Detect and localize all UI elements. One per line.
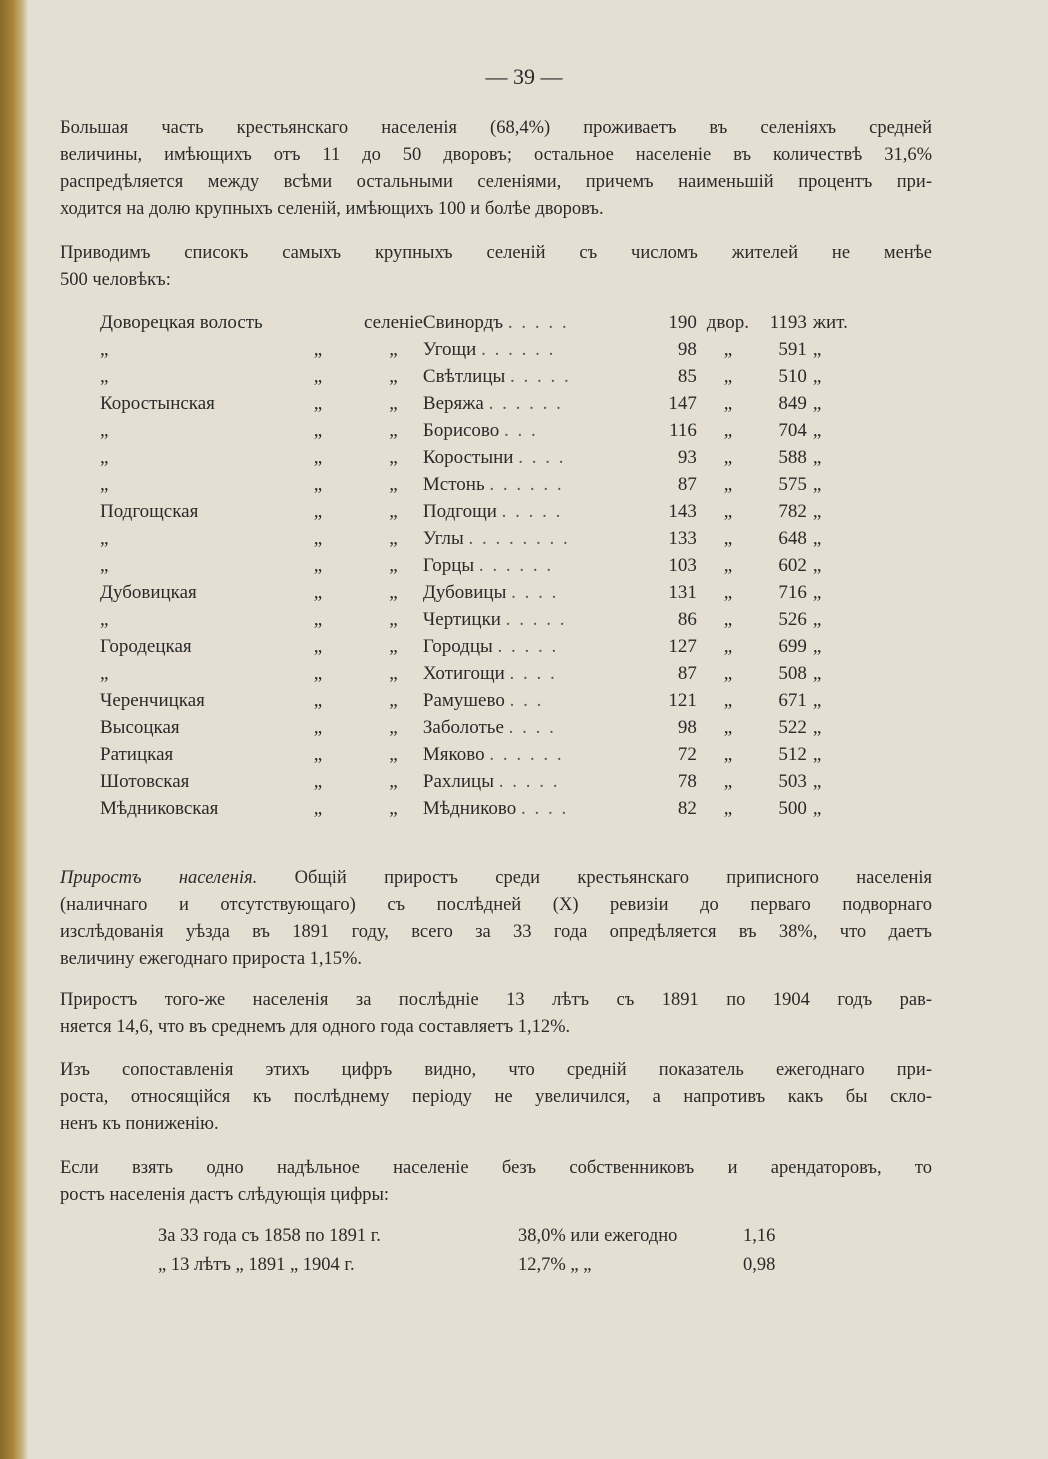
text-line: (наличнаго и отсутствующаго) съ послѣдней (X) ревизіи до перваго подворнаго <box>60 895 932 915</box>
ditto-mark: „ <box>313 770 323 792</box>
village-name <box>423 390 655 417</box>
paragraph-allotment-population <box>60 1155 932 1209</box>
calc-period: „ 13 лѣтъ „ 1891 „ 1904 г. <box>158 1255 355 1275</box>
table-row <box>100 309 859 336</box>
residents-unit: „ <box>812 500 822 522</box>
ditto-mark: „ <box>313 500 323 522</box>
residents-count: 503 <box>778 770 807 792</box>
residents-unit: „ <box>812 635 822 657</box>
leader-dots: . . . . <box>520 797 569 819</box>
volost-cell: Городецкая <box>100 635 192 657</box>
village-name-text: Углы <box>422 527 464 549</box>
text-line: роста, относящійся къ послѣднему періоду не увеличился, а напротивъ какъ бы скло- <box>60 1087 932 1107</box>
ditto-mark: „ <box>313 554 323 576</box>
volost-cell: Коростынская <box>100 392 215 414</box>
settlement-label: „ <box>389 581 398 603</box>
village-name-text: Чертицки <box>422 608 501 630</box>
table-row <box>100 579 859 606</box>
village-name <box>423 444 655 471</box>
residents-unit: „ <box>812 527 822 549</box>
households-count: 86 <box>677 608 697 630</box>
village-name-text: Свинордъ <box>422 311 504 333</box>
village-name-text: Хотигощи <box>422 662 505 684</box>
text-line: няется 14,6, что въ среднемъ для одного года составляетъ 1,12%. <box>60 1017 571 1037</box>
volost-cell: „ <box>100 473 109 495</box>
text-line: Большая часть крестьянскаго населенія (68,4%) проживаетъ въ селеніяхъ средней <box>60 118 932 138</box>
table-row <box>100 687 859 714</box>
table-row <box>100 768 859 795</box>
residents-unit: „ <box>812 392 822 414</box>
households-unit: двор. <box>706 311 750 333</box>
text-line: величину ежегоднаго прироста 1,15%. <box>60 949 363 969</box>
households-unit: „ <box>723 419 733 441</box>
households-unit: „ <box>723 365 733 387</box>
volost-cell: Шотовская <box>100 770 190 792</box>
ditto-mark: „ <box>313 365 323 387</box>
section-heading: Приростъ населенія. <box>60 868 258 888</box>
settlement-label: „ <box>389 797 398 819</box>
leader-dots: . . . . . . <box>489 743 564 765</box>
residents-count: 782 <box>778 500 807 522</box>
residents-unit: „ <box>812 365 822 387</box>
residents-count: 508 <box>778 662 807 684</box>
leader-dots: . . . . . . <box>489 473 564 495</box>
settlement-label: „ <box>389 527 398 549</box>
residents-count: 522 <box>778 716 807 738</box>
leader-dots: . . . . . <box>501 500 563 522</box>
villages-table <box>100 309 859 822</box>
village-name-text: Мстонь <box>422 473 485 495</box>
village-name-text: Рамушево <box>422 689 505 711</box>
households-unit: „ <box>723 770 733 792</box>
settlement-label: „ <box>389 338 398 360</box>
text-line <box>60 865 932 892</box>
ditto-mark: „ <box>313 608 323 630</box>
residents-count: 699 <box>778 635 807 657</box>
text-line: Приводимъ списокъ самыхъ крупныхъ селеній съ числомъ жителей не менѣе <box>60 243 932 263</box>
households-unit: „ <box>723 581 733 603</box>
table-row <box>100 633 859 660</box>
households-count: 133 <box>668 527 697 549</box>
leader-dots: . . . . . <box>497 635 559 657</box>
ditto-mark: „ <box>313 527 323 549</box>
table-row <box>100 363 859 390</box>
village-name-text: Подгощи <box>422 500 497 522</box>
households-unit: „ <box>723 608 733 630</box>
book-spine-edge <box>0 0 28 1459</box>
residents-count: 1193 <box>769 311 807 333</box>
village-name-text: Мяково <box>422 743 485 765</box>
households-count: 190 <box>668 311 697 333</box>
households-count: 147 <box>668 392 697 414</box>
text-line: ненъ къ пониженію. <box>60 1114 219 1134</box>
table-row <box>100 336 859 363</box>
households-unit: „ <box>723 554 733 576</box>
residents-count: 671 <box>778 689 807 711</box>
households-unit: „ <box>723 500 733 522</box>
calc-rate: 12,7% „ „ <box>518 1255 592 1275</box>
households-count: 116 <box>669 419 697 441</box>
village-name <box>423 579 655 606</box>
households-count: 127 <box>668 635 697 657</box>
text-line: величины, имѣющихъ отъ 11 до 50 дворовъ; остальное населеніе въ количествѣ 31,6% <box>60 145 932 165</box>
residents-unit: „ <box>812 581 822 603</box>
residents-unit: „ <box>812 338 822 360</box>
volost-cell: „ <box>100 338 109 360</box>
households-unit: „ <box>723 392 733 414</box>
leader-dots: . . . . . <box>510 365 571 387</box>
leader-dots: . . . . . . <box>478 554 554 576</box>
leader-dots: . . . . <box>511 581 559 603</box>
volost-cell: „ <box>100 446 109 468</box>
table-row <box>100 606 859 633</box>
village-name <box>423 741 655 768</box>
table-row <box>100 444 859 471</box>
leader-dots: . . . . . <box>498 770 560 792</box>
volost-cell: „ <box>100 527 109 549</box>
table-row <box>100 525 859 552</box>
village-name-text: Городцы <box>422 635 493 657</box>
residents-count: 648 <box>778 527 807 549</box>
leader-dots: . . . <box>509 689 544 711</box>
residents-count: 575 <box>778 473 807 495</box>
households-count: 72 <box>677 743 697 765</box>
table-row <box>100 390 859 417</box>
village-name <box>423 363 655 390</box>
volost-cell: Доворецкая волость <box>100 311 263 333</box>
residents-count: 500 <box>778 797 807 819</box>
village-name <box>423 525 655 552</box>
households-unit: „ <box>723 662 733 684</box>
residents-unit: „ <box>812 446 822 468</box>
leader-dots: . . . . . . <box>481 338 556 360</box>
residents-count: 849 <box>778 392 807 414</box>
calc-row <box>158 1251 775 1280</box>
village-name-text: Горцы <box>422 554 475 576</box>
text-line: Приростъ того-же населенія за послѣдніе 13 лѣтъ съ 1891 по 1904 годъ рав- <box>60 990 932 1010</box>
village-name-text: Угощи <box>422 338 477 360</box>
settlement-label: „ <box>389 635 398 657</box>
settlement-label: „ <box>389 770 398 792</box>
households-count: 87 <box>677 662 697 684</box>
settlement-label: „ <box>389 473 398 495</box>
village-name-text: Рахлицы <box>422 770 494 792</box>
households-unit: „ <box>723 338 733 360</box>
page-number: — 39 — <box>485 64 563 89</box>
paragraph-comparison <box>60 1057 932 1138</box>
ditto-mark: „ <box>313 662 323 684</box>
households-count: 98 <box>677 338 697 360</box>
volost-cell: „ <box>100 662 109 684</box>
settlement-label: „ <box>389 662 398 684</box>
leader-dots: . . . . . <box>505 608 567 630</box>
text-line: 500 человѣкъ: <box>60 270 171 290</box>
settlement-label: „ <box>389 716 398 738</box>
volost-cell: „ <box>100 419 109 441</box>
residents-unit: „ <box>812 770 822 792</box>
village-name <box>423 552 655 579</box>
households-count: 93 <box>677 446 697 468</box>
village-name <box>423 795 655 822</box>
residents-unit: „ <box>812 716 822 738</box>
paragraph-growth-13-years <box>60 987 932 1041</box>
households-unit: „ <box>723 716 733 738</box>
village-name-text: Борисово <box>422 419 500 441</box>
paragraph-settlement-distribution <box>60 115 932 223</box>
settlement-label: „ <box>389 392 398 414</box>
calc-annual: 1,16 <box>743 1226 776 1246</box>
residents-count: 510 <box>778 365 807 387</box>
households-count: 131 <box>668 581 697 603</box>
ditto-mark: „ <box>313 635 323 657</box>
ditto-mark: „ <box>313 338 323 360</box>
settlement-label: „ <box>389 689 398 711</box>
ditto-mark: „ <box>313 743 323 765</box>
village-name-text: Свѣтлицы <box>422 365 506 387</box>
village-name-text: Заболотье <box>422 716 504 738</box>
text-line: ростъ населенія дастъ слѣдующія цифры: <box>60 1185 390 1205</box>
settlement-label: „ <box>389 554 398 576</box>
village-name <box>423 336 655 363</box>
households-count: 87 <box>677 473 697 495</box>
residents-count: 512 <box>778 743 807 765</box>
households-unit: „ <box>723 689 733 711</box>
table-row <box>100 714 859 741</box>
residents-count: 588 <box>778 446 807 468</box>
residents-unit: „ <box>812 554 822 576</box>
settlement-label: селеніе <box>364 311 423 333</box>
settlement-label: „ <box>389 446 398 468</box>
residents-unit: жит. <box>812 311 848 333</box>
volost-cell: „ <box>100 365 109 387</box>
households-count: 78 <box>677 770 697 792</box>
leader-dots: . . . . . <box>507 311 569 333</box>
village-name-text: Коростыни <box>422 446 514 468</box>
volost-cell: Высоцкая <box>100 716 180 738</box>
village-name <box>423 714 655 741</box>
leader-dots: . . . <box>504 419 538 441</box>
residents-unit: „ <box>812 473 822 495</box>
village-name-text: Веряжа <box>422 392 484 414</box>
residents-unit: „ <box>812 662 822 684</box>
leader-dots: . . . . . . . . <box>468 527 570 549</box>
table-row <box>100 498 859 525</box>
households-count: 103 <box>668 554 697 576</box>
table-row <box>100 660 859 687</box>
households-unit: „ <box>723 797 733 819</box>
village-name <box>423 660 655 687</box>
village-name <box>423 768 655 795</box>
volost-cell: Дубовицкая <box>100 581 197 603</box>
households-unit: „ <box>723 527 733 549</box>
leader-dots: . . . . <box>518 446 566 468</box>
ditto-mark: „ <box>313 419 323 441</box>
village-name <box>423 633 655 660</box>
volost-cell: Подгощская <box>100 500 199 522</box>
ditto-mark: „ <box>313 797 323 819</box>
village-name <box>423 471 655 498</box>
residents-unit: „ <box>812 419 822 441</box>
households-unit: „ <box>723 743 733 765</box>
volost-cell: „ <box>100 608 109 630</box>
volost-cell: Мѣдниковская <box>100 797 219 819</box>
ditto-mark: „ <box>313 446 323 468</box>
village-name <box>423 606 655 633</box>
volost-cell: „ <box>100 554 109 576</box>
settlement-label: „ <box>389 608 398 630</box>
residents-count: 591 <box>778 338 807 360</box>
volost-cell: Ратицкая <box>100 743 174 765</box>
volost-cell: Черенчицкая <box>100 689 205 711</box>
households-count: 121 <box>668 689 697 711</box>
text-line: изслѣдованія уѣзда въ 1891 году, всего за 33 года опредѣляется въ 38%, что даетъ <box>60 922 932 942</box>
settlement-label: „ <box>389 365 398 387</box>
ditto-mark: „ <box>313 581 323 603</box>
village-name <box>423 309 655 336</box>
residents-count: 716 <box>778 581 807 603</box>
calc-rate: 38,0% или ежегодно <box>518 1226 678 1246</box>
table-row <box>100 552 859 579</box>
table-row <box>100 417 859 444</box>
table-row <box>100 795 859 822</box>
ditto-mark: „ <box>313 473 323 495</box>
ditto-mark: „ <box>313 392 323 414</box>
residents-unit: „ <box>812 743 822 765</box>
households-unit: „ <box>723 473 733 495</box>
settlement-label: „ <box>389 419 398 441</box>
village-name <box>423 498 655 525</box>
text-line: распредѣляется между всѣми остальными селеніями, причемъ наименьшій процентъ при- <box>60 172 932 192</box>
residents-count: 602 <box>778 554 807 576</box>
calc-period: За 33 года съ 1858 по 1891 г. <box>158 1226 381 1246</box>
text-line: Если взять одно надѣльное населеніе безъ собственниковъ и арендаторовъ, то <box>60 1158 932 1178</box>
ditto-mark: „ <box>313 716 323 738</box>
settlement-label: „ <box>389 743 398 765</box>
village-name-text: Дубовицы <box>422 581 507 603</box>
residents-unit: „ <box>812 689 822 711</box>
calc-row <box>158 1222 775 1251</box>
village-name <box>423 417 655 444</box>
settlement-label: „ <box>389 500 398 522</box>
paragraph-list-intro <box>60 240 932 294</box>
residents-count: 526 <box>778 608 807 630</box>
village-name-text: Мѣдниково <box>422 797 517 819</box>
calc-annual: 0,98 <box>743 1255 776 1275</box>
text-line: ходится на долю крупныхъ селеній, имѣющихъ 100 и болѣе дворовъ. <box>60 199 604 219</box>
households-unit: „ <box>723 635 733 657</box>
leader-dots: . . . . . . <box>488 392 563 414</box>
households-count: 82 <box>677 797 697 819</box>
text-line: Изъ сопоставленія этихъ цифръ видно, что средній показатель ежегоднаго при- <box>60 1060 932 1080</box>
households-count: 143 <box>668 500 697 522</box>
residents-unit: „ <box>812 797 822 819</box>
households-unit: „ <box>723 446 733 468</box>
leader-dots: . . . . <box>509 662 557 684</box>
residents-count: 704 <box>778 419 807 441</box>
table-row <box>100 471 859 498</box>
ditto-mark: „ <box>313 689 323 711</box>
table-row <box>100 741 859 768</box>
households-count: 98 <box>677 716 697 738</box>
residents-unit: „ <box>812 608 822 630</box>
paragraph-population-growth <box>60 865 932 973</box>
text-fragment: Общій приростъ среди крестьянскаго приписного населенія <box>294 868 933 888</box>
leader-dots: . . . . <box>508 716 556 738</box>
village-name <box>423 687 655 714</box>
households-count: 85 <box>677 365 697 387</box>
ditto-mark <box>272 309 364 336</box>
